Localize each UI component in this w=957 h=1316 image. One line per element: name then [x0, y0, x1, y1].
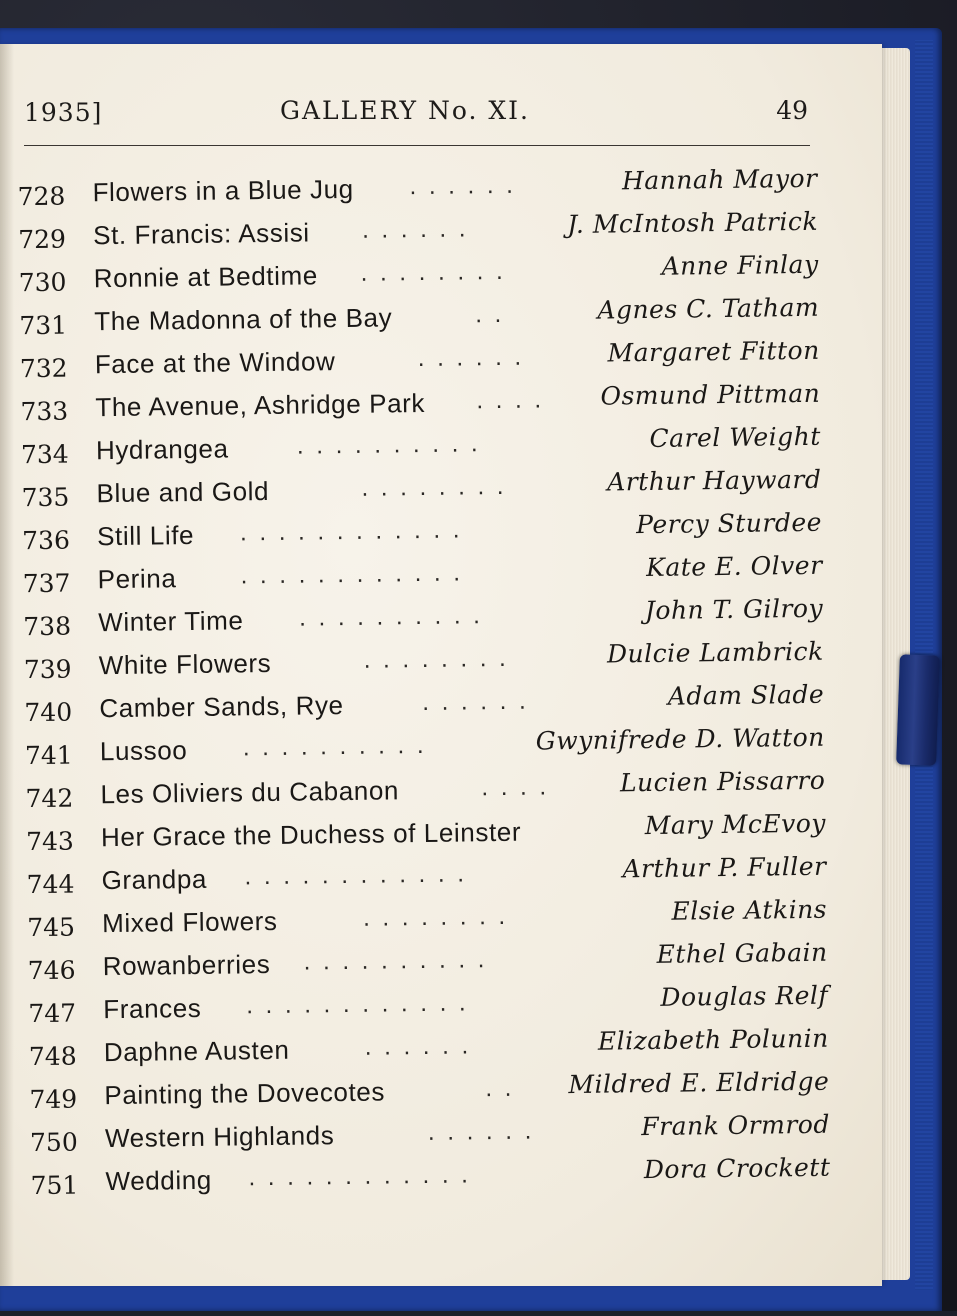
- entry-artist: Adam Slade: [667, 679, 825, 711]
- entry-artist: Arthur P. Fuller: [622, 851, 827, 884]
- entry-title: Flowers in a Blue Jug: [92, 173, 354, 208]
- entry-leader: . .: [475, 300, 505, 329]
- entry-artist: Lucien Pissarro: [619, 765, 826, 798]
- entry-title: Mixed Flowers: [101, 905, 278, 939]
- entry-title: White Flowers: [98, 647, 272, 681]
- entry-artist: Osmund Pittman: [600, 378, 821, 411]
- entry-leader: . . . . . . . . . .: [299, 602, 484, 632]
- entry-artist: Agnes C. Tatham: [597, 292, 820, 325]
- entry-title: Western Highlands: [104, 1120, 335, 1154]
- entry-number: 745: [27, 912, 76, 943]
- entry-number: 729: [18, 224, 67, 255]
- entry-artist: Elsie Atkins: [671, 894, 828, 926]
- entry-leader: . . . . . . . . . . . .: [248, 1161, 472, 1192]
- entry-leader: . . . . . . . . . . . .: [244, 860, 468, 891]
- entry-artist: Ethel Gabain: [656, 937, 828, 969]
- entry-number: 728: [17, 181, 66, 212]
- entry-number: 742: [25, 783, 74, 814]
- entry-number: 731: [19, 310, 68, 341]
- entry-title: Still Life: [96, 519, 195, 552]
- catalogue-entry: [30, 1152, 831, 1207]
- entry-title: Wedding: [105, 1164, 213, 1197]
- entry-number: 750: [29, 1127, 78, 1158]
- entry-number: 751: [30, 1170, 79, 1201]
- entry-title: The Madonna of the Bay: [94, 302, 393, 337]
- entry-title: The Avenue, Ashridge Park: [95, 387, 426, 423]
- entry-title: Perina: [97, 563, 177, 595]
- entry-artist: Margaret Fitton: [607, 335, 820, 368]
- entry-artist: J. McIntosh Patrick: [567, 206, 819, 240]
- entry-number: 738: [23, 611, 72, 642]
- entry-leader: . . . . . . . . . .: [242, 731, 427, 762]
- entry-number: 736: [21, 525, 71, 556]
- entry-number: 741: [24, 740, 73, 771]
- entry-artist: Kate E. Olver: [645, 550, 823, 583]
- entry-title: Grandpa: [101, 863, 208, 896]
- entry-leader: . . . . . .: [409, 171, 517, 201]
- entry-number: 732: [19, 353, 68, 384]
- running-head-year: 1935]: [24, 98, 103, 127]
- entry-artist: Anne Finlay: [661, 249, 819, 281]
- entry-leader: . . . . . .: [422, 687, 529, 716]
- entry-leader: . . . . . .: [417, 343, 525, 373]
- entry-leader: . . . . . . . . . . . .: [246, 989, 469, 1020]
- entry-artist: Carel Weight: [649, 421, 822, 453]
- entry-number: 743: [25, 826, 74, 857]
- entry-leader: . . . .: [481, 773, 550, 802]
- entry-leader: . . . . . . . . . . . .: [240, 559, 464, 590]
- entry-leader: . . . . . .: [427, 1117, 535, 1146]
- entry-number: 733: [20, 396, 69, 427]
- entry-artist: Dora Crockett: [643, 1152, 831, 1185]
- entry-title: Hydrangea: [95, 433, 229, 466]
- entry-artist: Elizabeth Polunin: [597, 1023, 829, 1056]
- entry-title: Blue and Gold: [96, 475, 270, 509]
- entry-title: Frances: [103, 992, 202, 1025]
- entry-title: Lussoo: [99, 735, 188, 767]
- entry-leader: . . . . . . . .: [363, 644, 509, 674]
- entry-title: Winter Time: [98, 605, 244, 638]
- entry-leader: . . . . . . . .: [361, 472, 507, 502]
- entry-leader: . . . .: [476, 386, 545, 415]
- entry-number: 737: [22, 568, 71, 599]
- entry-number: 740: [24, 697, 73, 728]
- entry-artist: Dulcie Lambrick: [606, 636, 824, 669]
- entry-number: 747: [28, 998, 77, 1029]
- entry-leader: . . . . . . . .: [362, 902, 509, 932]
- entry-artist: Mildred E. Eldridge: [568, 1066, 830, 1100]
- entry-number: 748: [28, 1041, 77, 1072]
- entry-artist: Hannah Mayor: [621, 163, 818, 196]
- entry-title: St. Francis: Assisi: [92, 217, 310, 251]
- entry-leader: . . . . . . . .: [360, 257, 506, 287]
- entry-title: Les Oliviers du Cabanon: [100, 775, 400, 810]
- entry-title: Her Grace the Duchess of Leinster: [100, 816, 522, 853]
- entry-leader: . . . . . .: [361, 215, 469, 244]
- entry-leader: . . . . . . . . . .: [303, 946, 488, 976]
- entry-artist: John T. Gilroy: [644, 593, 824, 626]
- ribbon-bookmark: [896, 654, 940, 765]
- entry-title: Daphne Austen: [103, 1034, 290, 1068]
- entry-title: Face at the Window: [94, 346, 336, 380]
- entry-leader: . . . . . . . . . .: [296, 430, 481, 460]
- entry-artist: Mary McEvoy: [644, 808, 827, 841]
- entry-number: 734: [20, 439, 69, 470]
- entry-leader: . .: [485, 1074, 515, 1103]
- entry-artist: Gwynifrede D. Watton: [535, 722, 825, 756]
- running-head-title: GALLERY No. XI.: [280, 96, 530, 125]
- entry-leader: . . . . . . . . . . . .: [239, 516, 463, 547]
- entry-title: Painting the Dovecotes: [104, 1076, 386, 1111]
- entry-artist: Douglas Relf: [660, 980, 829, 1012]
- entry-number: 735: [21, 482, 70, 513]
- entry-leader: . . . . . .: [364, 1032, 472, 1061]
- entry-number: 749: [29, 1084, 78, 1115]
- entry-title: Rowanberries: [102, 948, 271, 982]
- entry-title: Ronnie at Bedtime: [93, 260, 318, 294]
- entry-number: 744: [26, 869, 75, 900]
- entry-artist: Percy Sturdee: [635, 507, 823, 540]
- entry-number: 730: [18, 267, 67, 298]
- entry-number: 739: [23, 654, 72, 685]
- entry-title: Camber Sands, Rye: [99, 690, 344, 724]
- entry-number: 746: [27, 955, 76, 986]
- entry-artist: Arthur Hayward: [606, 464, 822, 497]
- entry-artist: Frank Ormrod: [641, 1109, 831, 1142]
- page-number: 49: [776, 96, 808, 125]
